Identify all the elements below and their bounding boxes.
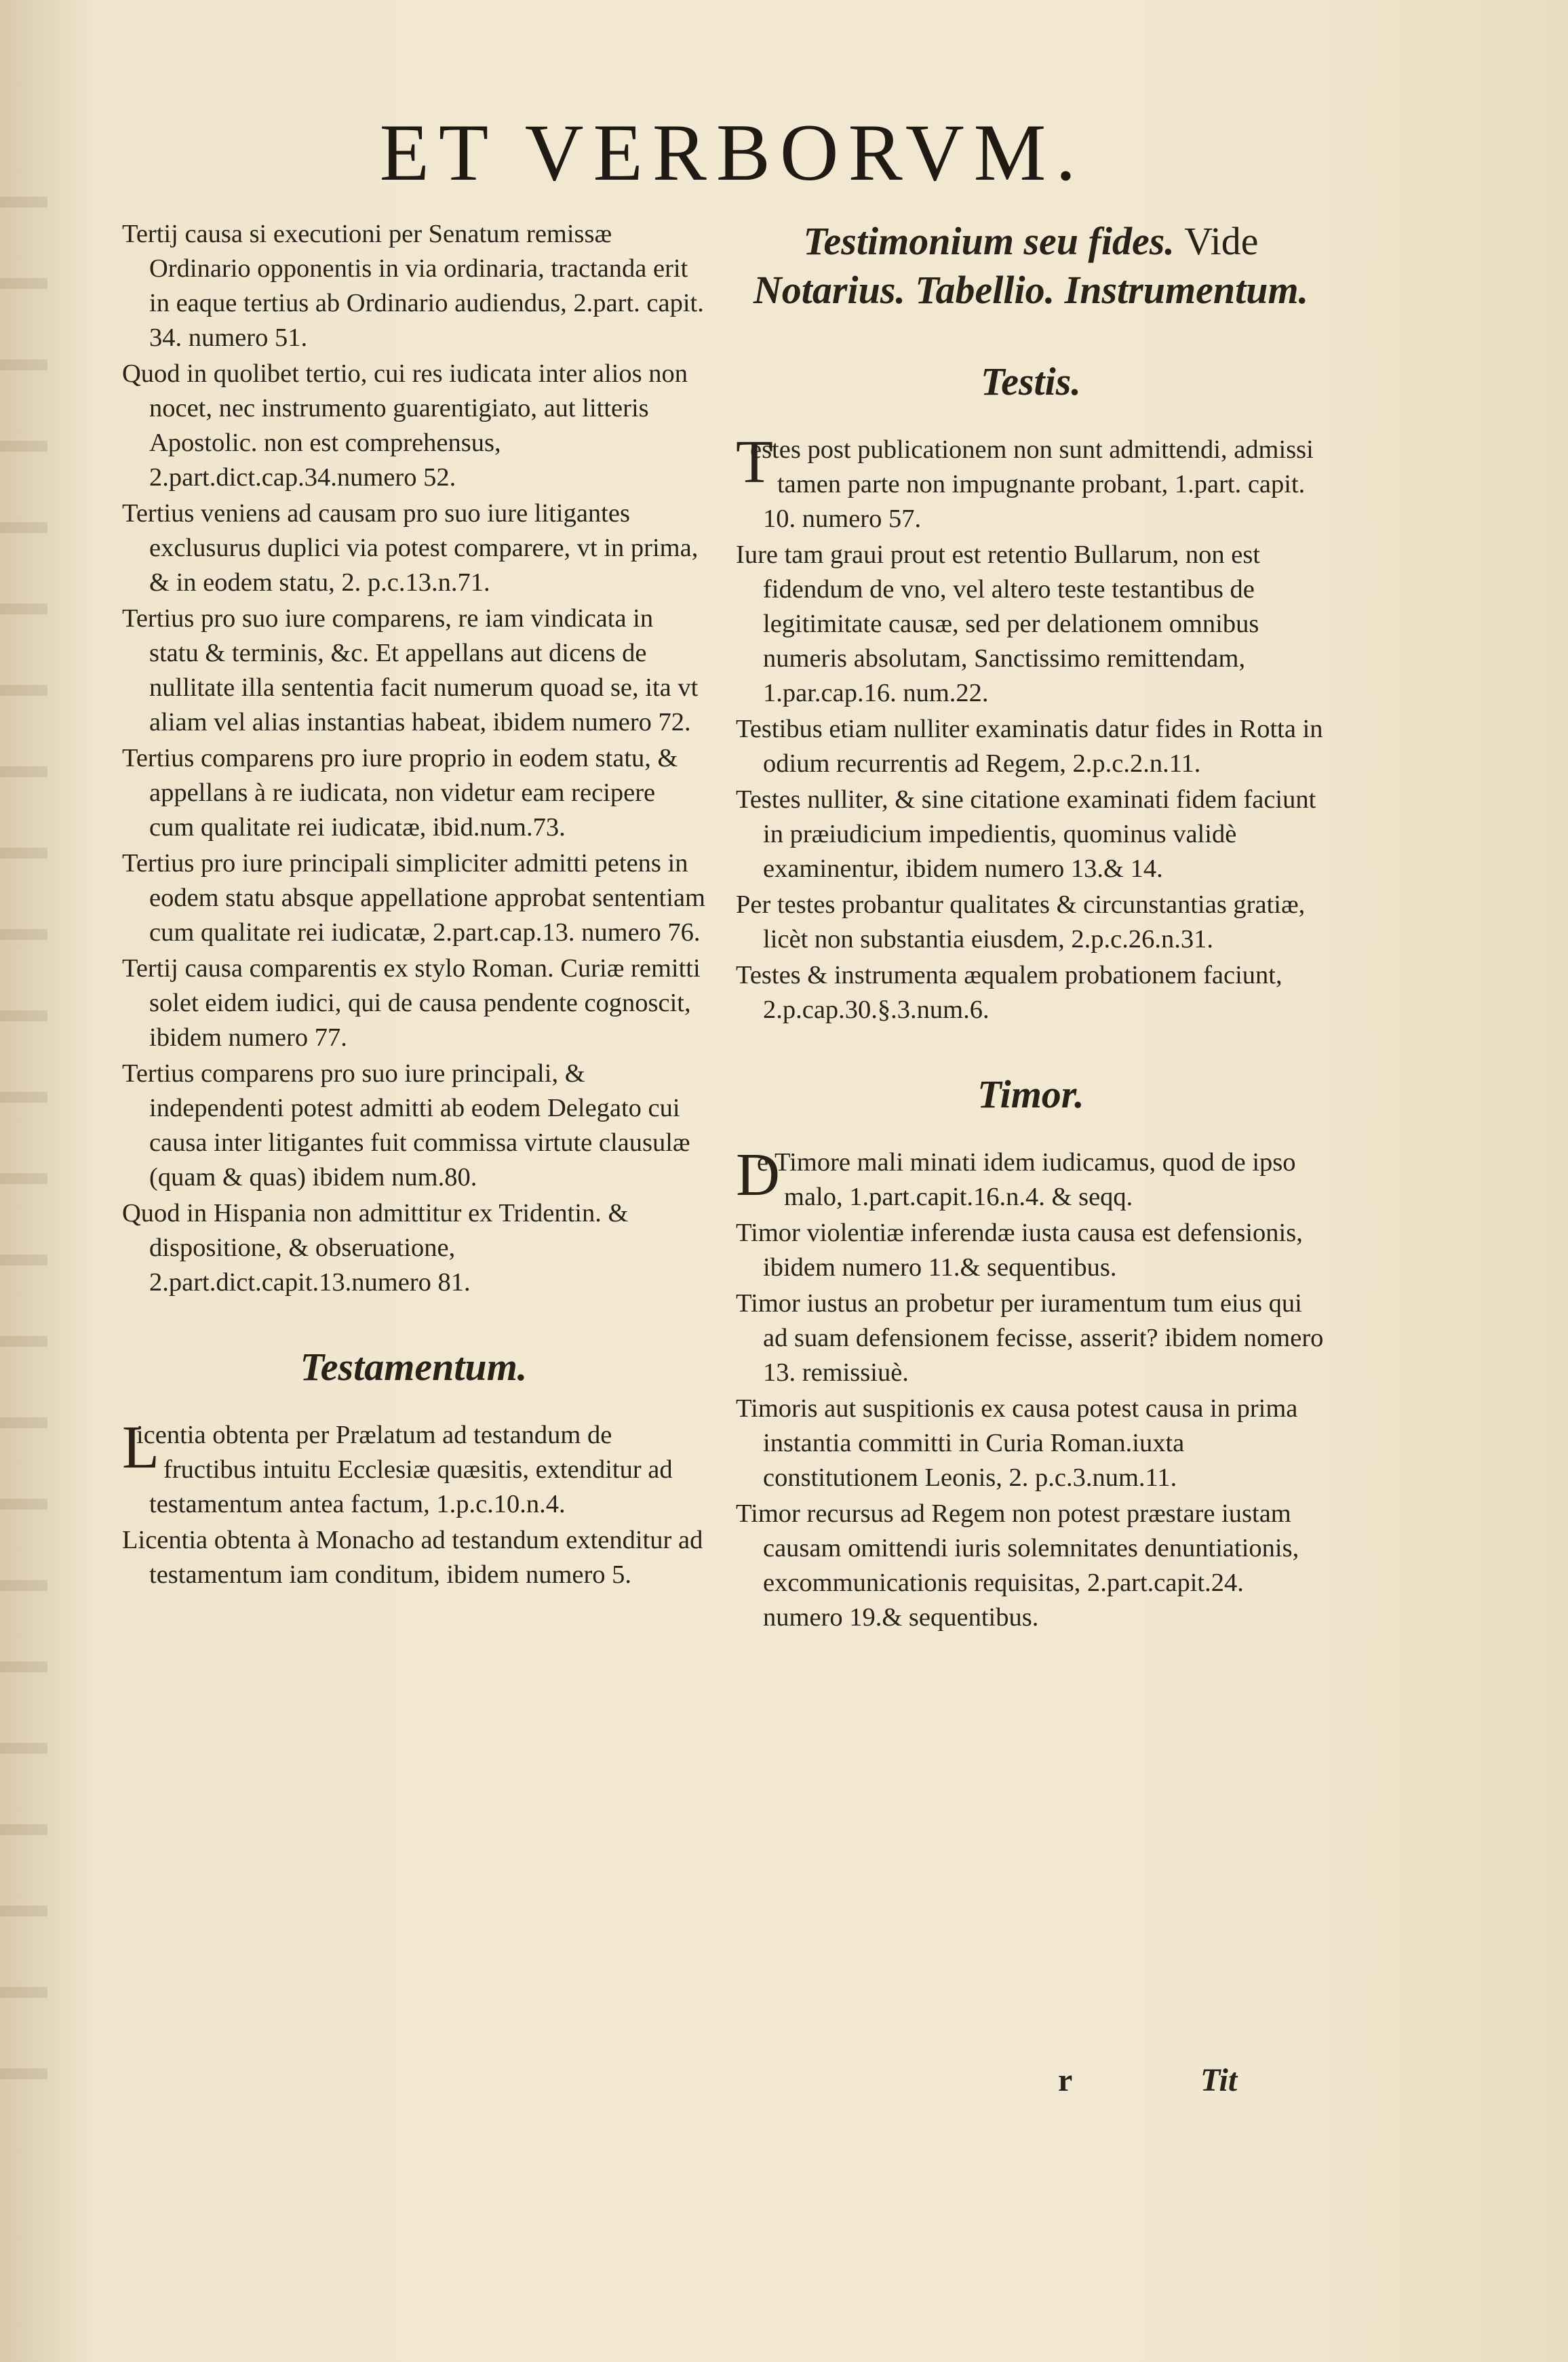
catchword: Tit [1200, 2062, 1238, 2098]
index-entry: Timoris aut suspitionis ex causa potest causa in prima instantia committi in Curia Roman.iuxta constitutionem Leonis, 2. p.c.3.num.11. [736, 1394, 1298, 1492]
index-entry: Tertius comparens pro suo iure principali, & independenti potest admitti ab eodem Delegato cui causa inter litigantes fuit commissa virtute clausulæ (quam & quas) ibidem num.80. [122, 1059, 690, 1192]
index-entry: Tertij causa comparentis ex stylo Roman. Curiæ remitti solet eidem iudici, qui de causa pendente cognoscit, ibidem numero 77. [122, 954, 701, 1052]
signature-mark: r [1058, 2062, 1073, 2098]
index-entry: Iure tam graui prout est retentio Bullarum, non est fidendum de vno, vel altero teste testantibus de legitimitate causæ, sed per delationem omnibus numeris absolutam, Sanctissimo remittendam, 1.par.cap.16. num.22. [736, 540, 1261, 707]
index-entry: Tertius comparens pro iure proprio in eodem statu, & appellans à re iudicata, non videtur eam recipere cum qualitate rei iudicatæ, ibid.num.73. [122, 744, 678, 842]
index-entry: Quod in Hispania non admittitur ex Tridentin. & dispositione, & obseruatione, 2.part.dict.capit.13.numero 81. [122, 1199, 629, 1297]
index-entry: Per testes probantur qualitates & circunstantias gratiæ, licèt non substantia eiusdem, 2.p.c.26.n.31. [736, 890, 1306, 953]
reference-list: Notarius. Tabellio. Instrumentum. [753, 268, 1309, 312]
index-entry: Testes post publicationem non sunt admittendi, admissi tamen parte non impugnante probant, 1.part. capit. 10. numero 57. [736, 429, 1314, 533]
index-entry: Quod in quolibet tertio, cui res iudicata inter alios non nocet, nec instrumento guarentigiato, aut litteris Apostolic. non est comprehensus, 2.part.dict.cap.34.numero 52. [122, 359, 688, 492]
index-entry: Testes & instrumenta æqualem probationem faciunt, 2.p.cap.30.§.3.num.6. [736, 961, 1282, 1024]
index-entry: Timor violentiæ inferendæ iusta causa est defensionis, ibidem numero 11.& sequentibus. [736, 1219, 1303, 1282]
index-entry: Tertij causa si executioni per Senatum remissæ Ordinario opponentis in via ordinaria, tractanda erit in eaque tertius ab Ordinario audiendus, 2.part. capit. 34. numero 51. [122, 220, 704, 352]
bleed-through-margin [0, 197, 47, 2129]
index-entry: Licentia obtenta à Monacho ad testandum extenditur ad testamentum iam conditum, ibidem numero 5. [122, 1526, 703, 1589]
running-title: ET VERBORVM. [379, 107, 1086, 197]
heading-testimonium: Testimonium seu fides. [803, 219, 1175, 263]
vide-label: Vide [1184, 219, 1259, 263]
index-entry: Tertius pro iure principali simpliciter admitti petens in eodem statu absque appellatione approbat sententiam cum qualitate rei iudicatæ, 2.part.cap.13. numero 76. [122, 849, 705, 947]
section-title-testamentum: Testamentum. [300, 1345, 528, 1389]
right-column [736, 217, 1326, 1636]
index-entry: Testes nulliter, & sine citatione examinati fidem faciunt in præiudicium impedientis, quominus validè examinentur, ibidem numero 13.& 14. [736, 785, 1316, 883]
index-entry: Tertius veniens ad causam pro suo iure litigantes exclusurus duplici via potest comparere, vt in prima, & in eodem statu, 2. p.c.13.n.71. [122, 499, 699, 597]
section-title-timor: Timor. [977, 1072, 1084, 1116]
index-entry: De Timore mali minati idem iudicamus, quod de ipso malo, 1.part.capit.16.n.4. & seqq. [736, 1141, 1296, 1211]
index-entry: Tertius pro suo iure comparens, re iam vindicata in statu & terminis, &c. Et appellans aut dicens de nullitate illa sententia facit numerum quoad se, ita vt aliam vel alias instantias habeat, ibidem numero 72. [122, 604, 699, 736]
index-entry: Testibus etiam nulliter examinatis datur fides in Rotta in odium recurrentis ad Regem, 2.p.c.2.n.11. [736, 715, 1323, 778]
index-entry: Licentia obtenta per Prælatum ad testandum de fructibus intuitu Ecclesiæ quæsitis, extenditur ad testamentum antea factum, 1.p.c.10.n.4. [122, 1414, 673, 1518]
left-column [122, 217, 705, 1594]
index-entry: Timor recursus ad Regem non potest præstare iustam causam omittendi iuris solemnitates denuntiationis, excommunicationis requisitas, 2.part.capit.24. numero 19.& sequentibus. [736, 1499, 1299, 1632]
section-title-testis: Testis. [981, 359, 1081, 403]
cross-reference-testimonium [736, 217, 1326, 315]
index-entry: Timor iustus an probetur per iuramentum tum eius qui ad suam defensionem fecisse, asserit? ibidem nomero 13. remissiuè. [736, 1289, 1324, 1387]
